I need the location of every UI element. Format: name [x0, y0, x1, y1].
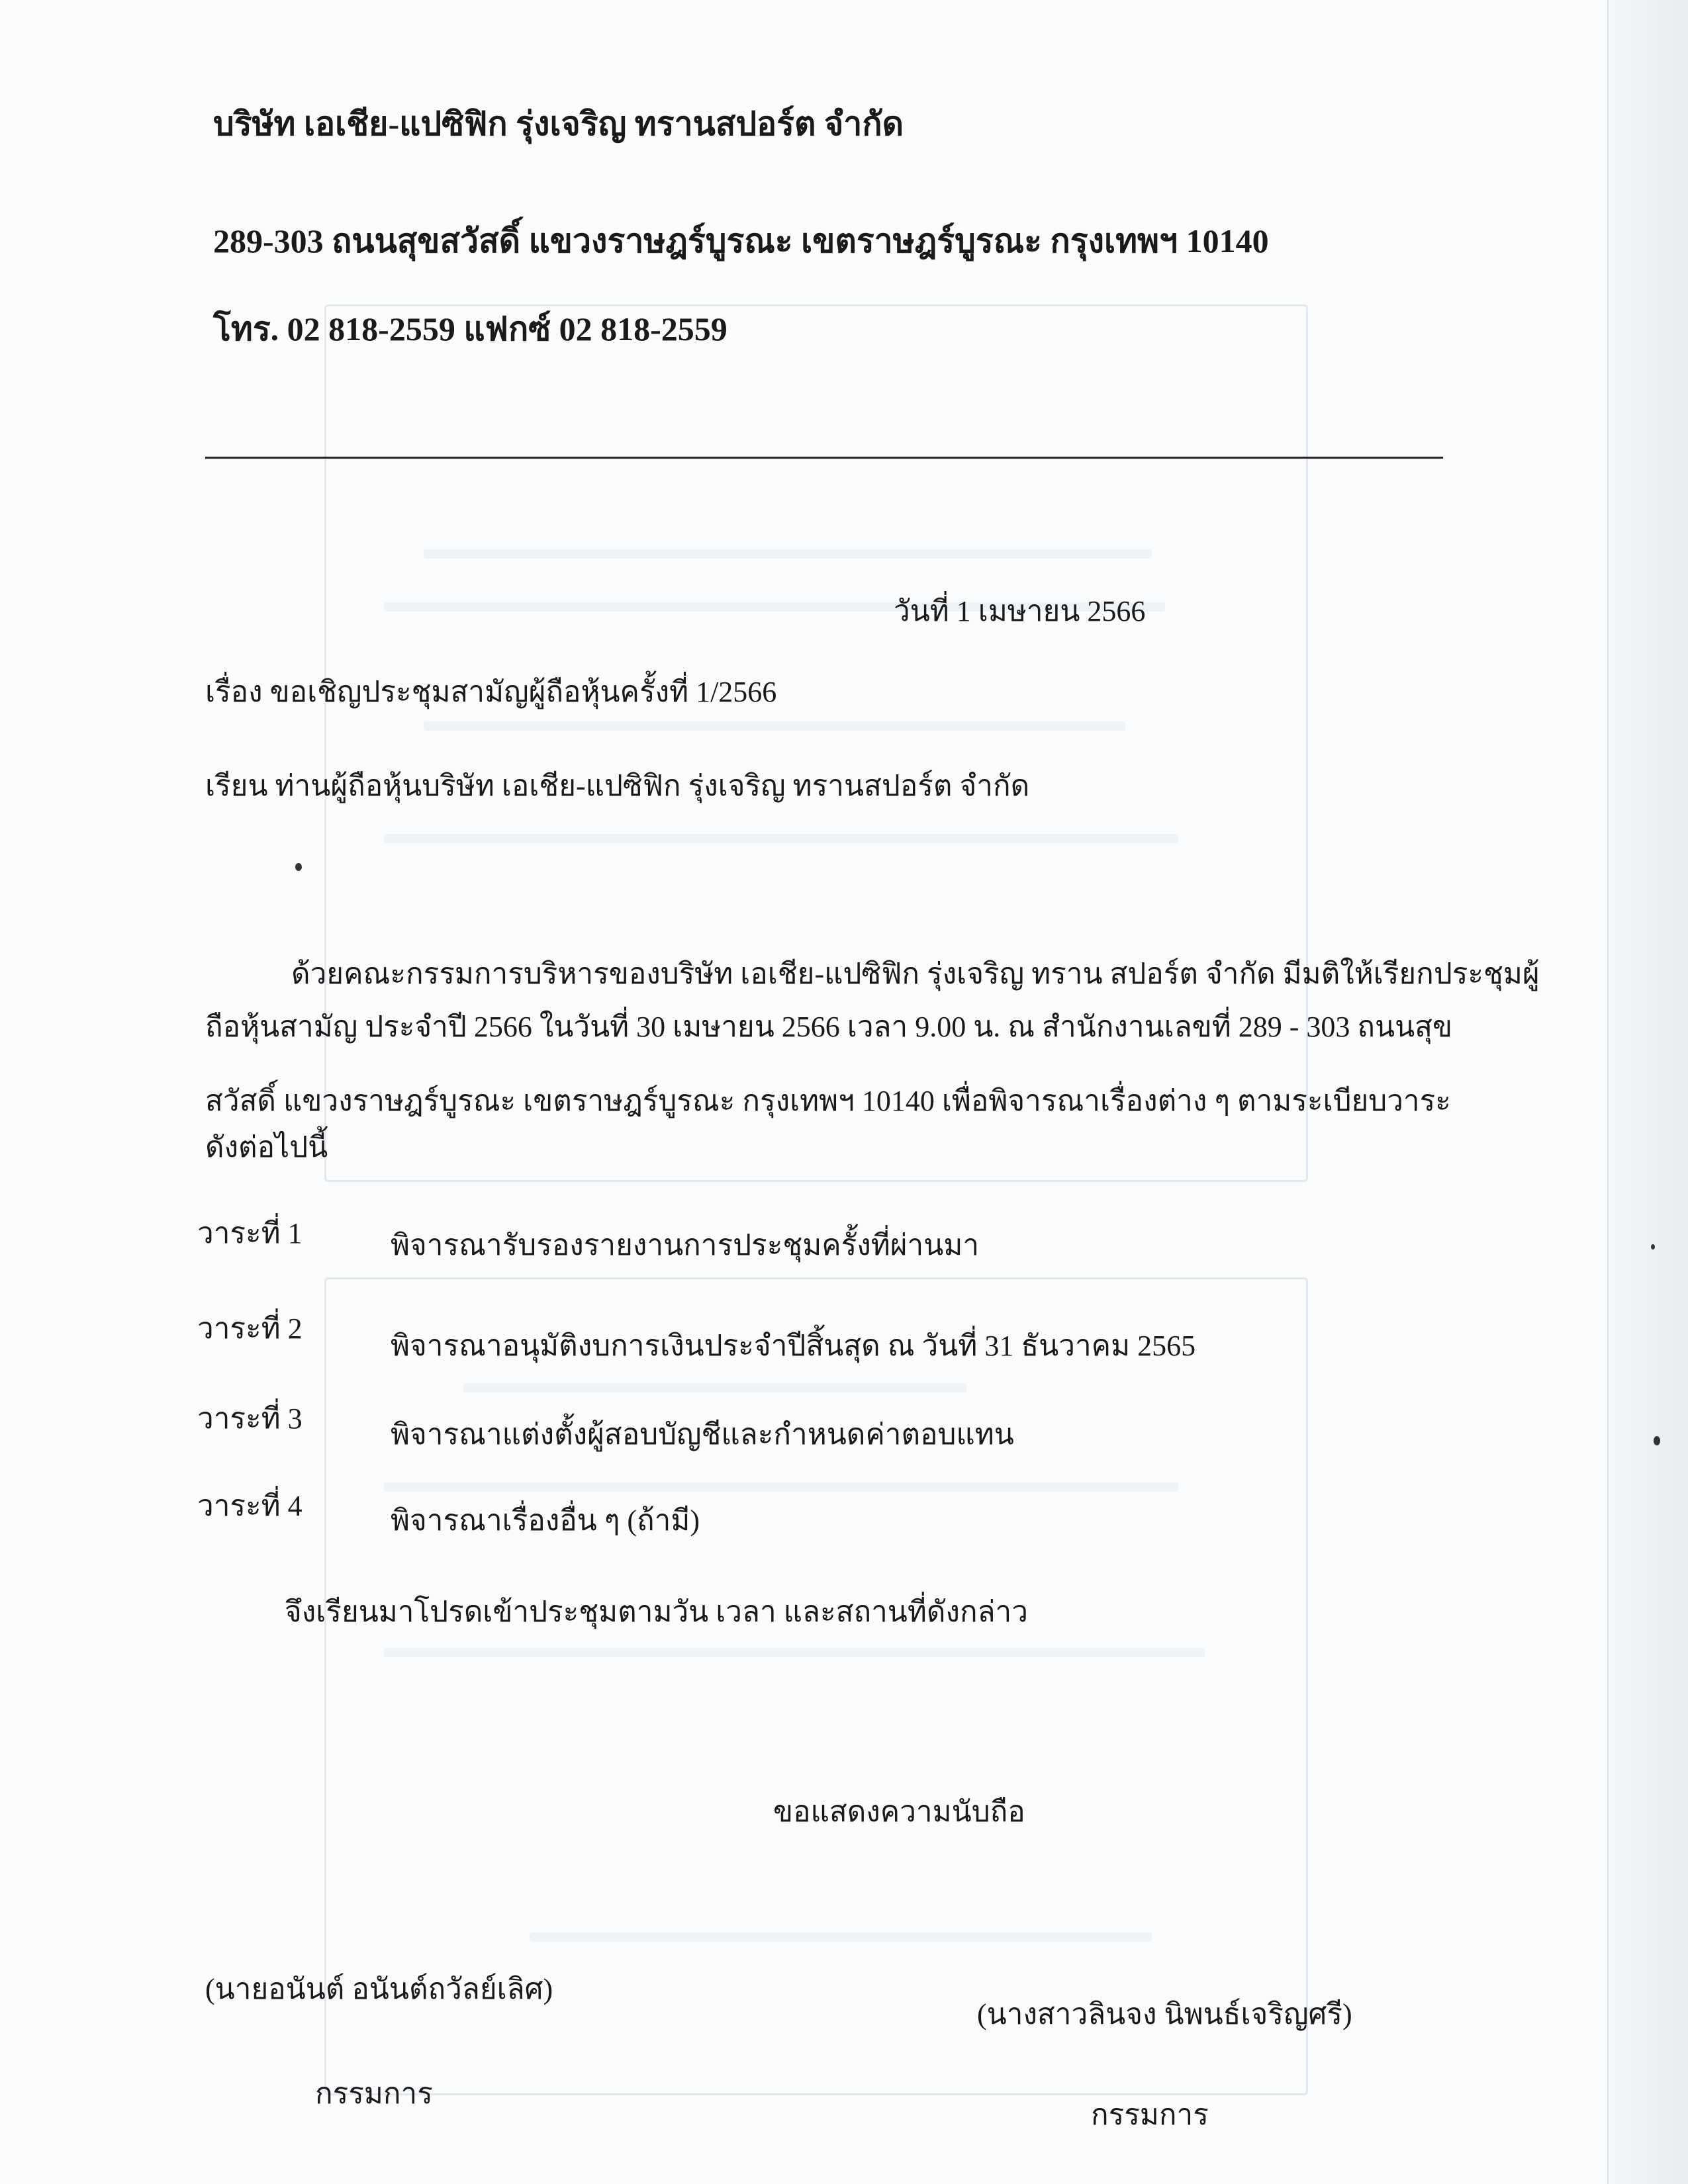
bleed-line [384, 1482, 1178, 1492]
bleed-line [424, 549, 1152, 559]
company-name: บริษัท เอเชีย-แปซิฟิก รุ่งเจริญ ทรานสปอร์ต จำกัด [213, 105, 904, 142]
signatory-name-left: (นายอนันต์ อนันต์ถวัลย์เลิศ) [205, 1973, 553, 2005]
bleed-line [530, 1933, 1152, 1942]
body-line-2: ถือหุ้นสามัญ ประจำปี 2566 ในวันที่ 30 เมษายน 2566 เวลา 9.00 น. ณ สำนักงานเลขที่ 289 - 303 ถนนสุข [205, 1011, 1453, 1043]
letter-date: วันที่ 1 เมษายน 2566 [894, 595, 1146, 627]
header-divider [205, 457, 1443, 459]
body-line-4: ดังต่อไปนี้ [205, 1131, 328, 1163]
letter-subject: เรื่อง ขอเชิญประชุมสามัญผู้ถือหุ้นครั้งที่ 1/2566 [205, 676, 777, 708]
agenda-text: พิจารณารับรองรายงานการประชุมครั้งที่ผ่านมา [391, 1229, 980, 1261]
agenda-label: วาระที่ 4 [197, 1490, 303, 1522]
bleed-line [384, 1648, 1205, 1657]
scan-speck [1654, 1436, 1660, 1445]
agenda-label: วาระที่ 1 [197, 1217, 303, 1250]
bleed-line [384, 834, 1178, 843]
bleed-line [463, 1383, 966, 1392]
body-line-1: ด้วยคณะกรรมการบริหารของบริษัท เอเชีย-แปซิฟิก รุ่งเจริญ ทราน สปอร์ต จำกัด มีมติให้เรียกประชุมผู้ [291, 958, 1540, 990]
agenda-label: วาระที่ 2 [197, 1312, 303, 1345]
agenda-text: พิจารณาแต่งตั้งผู้สอบบัญชีและกำหนดค่าตอบแทน [391, 1418, 1014, 1451]
signatory-role-left: กรรมการ [315, 2077, 433, 2110]
page-edge [1607, 0, 1688, 2184]
signatory-name-right: (นางสาวลินจง นิพนธ์เจริญศรี) [977, 1998, 1352, 2030]
body-line-3: สวัสดิ์ แขวงราษฎร์บูรณะ เขตราษฎร์บูรณะ กรุงเทพฯ 10140 เพื่อพิจารณาเรื่องต่าง ๆ ตามระเบียบวาระ [205, 1085, 1451, 1117]
company-address: 289-303 ถนนสุขสวัสดิ์ แขวงราษฎร์บูรณะ เขตราษฎร์บูรณะ กรุงเทพฯ 10140 [213, 222, 1269, 259]
reverse-side-bleed-top [324, 304, 1308, 1182]
bleed-line [424, 721, 1125, 731]
agenda-text: พิจารณาอนุมัติงบการเงินประจำปีสิ้นสุด ณ วันที่ 31 ธันวาคม 2565 [391, 1330, 1196, 1362]
agenda-label: วาระที่ 3 [197, 1402, 303, 1435]
company-contact: โทร. 02 818-2559 แฟกซ์ 02 818-2559 [213, 310, 727, 347]
salutation: ขอแสดงความนับถือ [773, 1796, 1025, 1828]
scan-speck [295, 863, 302, 871]
signatory-role-right: กรรมการ [1091, 2099, 1209, 2131]
agenda-text: พิจารณาเรื่องอื่น ๆ (ถ้ามี) [391, 1504, 700, 1537]
closing-request: จึงเรียนมาโปรดเข้าประชุมตามวัน เวลา และสถานที่ดังกล่าว [285, 1596, 1028, 1628]
letter-recipient: เรียน ท่านผู้ถือหุ้นบริษัท เอเชีย-แปซิฟิก รุ่งเจริญ ทรานสปอร์ต จำกัด [205, 770, 1030, 802]
scan-speck [1651, 1244, 1655, 1250]
